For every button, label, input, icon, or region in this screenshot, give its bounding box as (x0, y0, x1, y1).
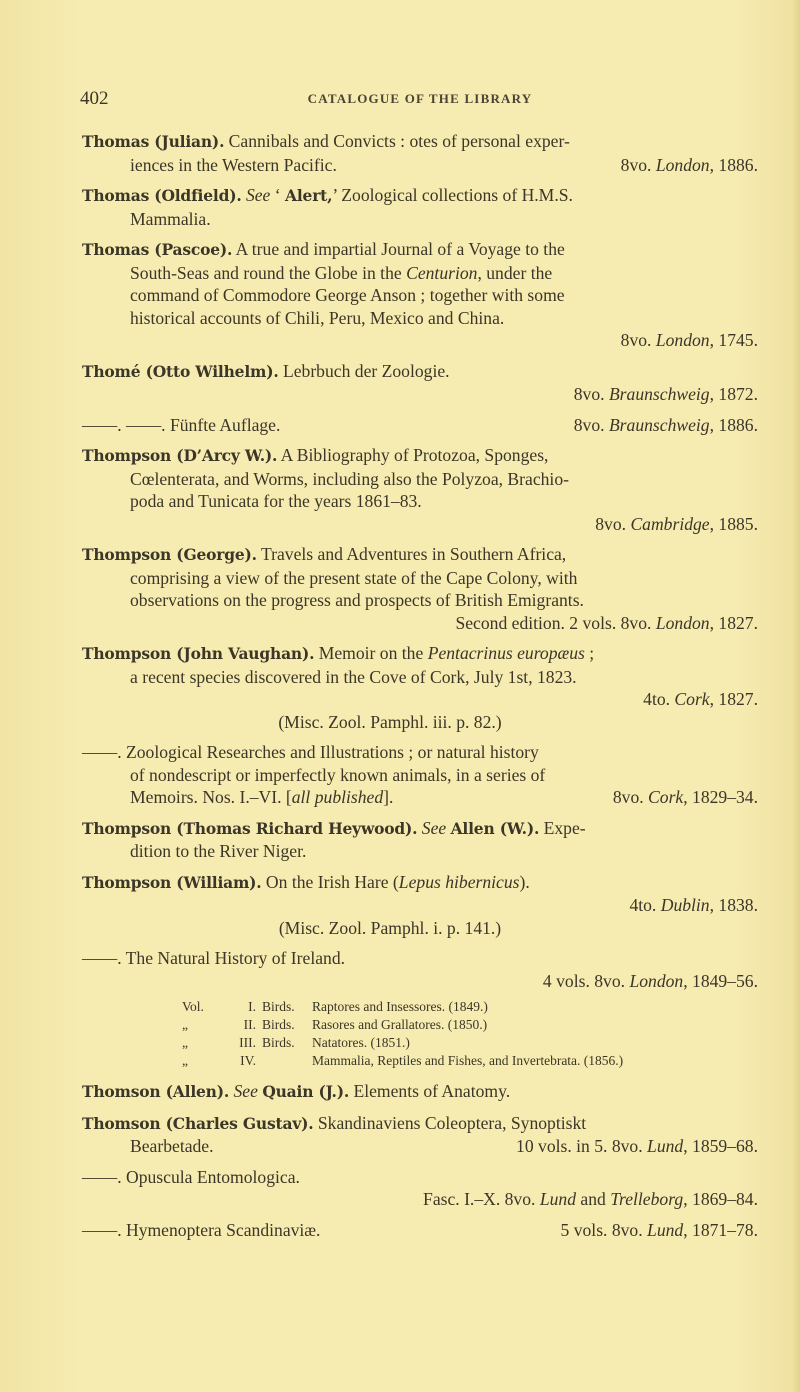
italic-text: London (655, 612, 710, 633)
catalogue-entry (82, 741, 758, 809)
entry-text: comprising a view of the present state of the Cape Colony, with (130, 567, 578, 588)
entry-text: , 1871–78. (683, 1219, 758, 1240)
entry-line (82, 947, 758, 970)
entry-text: 5 vols. 8vo. (560, 1219, 648, 1240)
entry-text: , 1886. (709, 154, 758, 175)
entry-text: Elements of Anatomy. (349, 1081, 511, 1101)
entry-text: Mammalia. (130, 208, 211, 229)
entry-text: Travels and Adventures in Southern Africa, (256, 544, 567, 564)
volume-cell: II. (243, 1017, 256, 1032)
volume-row (82, 998, 758, 1016)
entry-line (82, 468, 758, 491)
entry-line (82, 786, 758, 809)
volume-cell: Vol. (182, 999, 204, 1014)
catalogue-entry (82, 642, 758, 733)
entry-line (82, 360, 758, 384)
volume-list (82, 998, 758, 1070)
italic-text: See (245, 185, 271, 205)
entry-line (82, 642, 758, 666)
italic-text: Cambridge (630, 513, 710, 534)
volume-cell: Birds. (262, 1035, 295, 1050)
entry-line (82, 871, 758, 895)
entry-line (82, 1166, 758, 1189)
catalogue-entry (82, 1166, 758, 1211)
italic-text: London (655, 330, 710, 350)
entry-line (82, 741, 758, 764)
catalogue-entry (82, 1080, 758, 1104)
entry-text: , 1827. (709, 612, 758, 633)
entry-text: ——. Zoological Researches and Illustrations ; or natural history (82, 742, 539, 762)
volume-cell: Birds. (262, 1017, 295, 1032)
volume-cell: III. (239, 1035, 256, 1050)
catalogue-entry (82, 130, 758, 176)
entry-text: 8vo. (573, 384, 609, 404)
imprint-line (82, 970, 758, 993)
entry-text: (Misc. Zool. Pamphl. i. p. 141.) (278, 917, 502, 938)
entry-text: Memoirs. Nos. I.–VI. [ (130, 787, 292, 807)
entry-text: 8vo. (573, 414, 609, 435)
volume-cell: „ (182, 1053, 188, 1068)
entry-line (82, 414, 758, 437)
imprint-line (82, 383, 758, 406)
volume-cell: I. (248, 999, 256, 1014)
entry-text: Cannibals and Convicts : otes of personal exper- (224, 131, 570, 151)
entry-heading-text: Thompson (George). (82, 545, 257, 564)
imprint (613, 786, 758, 809)
volume-cell: Natatores. (1851.) (312, 1035, 410, 1050)
entry-text: ——. The Natural History of Ireland. (82, 948, 346, 968)
catalogue-entry (82, 1112, 758, 1158)
italic-text: Braunschweig (608, 384, 710, 404)
entry-text: dition to the River Niger. (130, 841, 307, 861)
italic-text: Lund (539, 1189, 577, 1209)
entry-heading-text: Thomson (Charles Gustav). (82, 1113, 314, 1133)
entry-text: 4to. (643, 689, 675, 709)
entry-heading-text: Alert, (285, 186, 333, 205)
entry-text: 8vo. (595, 513, 631, 534)
volume-cell: Birds. (262, 999, 295, 1014)
imprint-line (82, 894, 758, 917)
italic-text: Lund (647, 1136, 684, 1156)
entry-line (82, 1112, 758, 1136)
entry-text: , 1849–56. (683, 970, 758, 991)
entry-heading-text: Thompson (D’Arcy W.). (82, 446, 278, 465)
entry-text: iences in the Western Pacific. (130, 154, 337, 175)
italic-text: Lepus hibernicus (398, 871, 520, 892)
entry-text: , 1829–34. (683, 787, 758, 807)
italic-text: See (233, 1081, 258, 1101)
entry-text: On the Irish Hare ( (261, 871, 399, 892)
italic-text: Pentacrinus europæus (427, 643, 585, 663)
entry-heading-text: Thomson (Allen). (82, 1082, 230, 1101)
entry-text: observations on the progress and prospects of British Emigrants. (130, 590, 584, 610)
entry-line (82, 764, 758, 787)
volume-cell: IV. (240, 1053, 256, 1068)
entry-text: 8vo. (620, 330, 656, 350)
page-number: 402 (80, 88, 109, 109)
entry-line (82, 262, 758, 285)
catalogue-entry (82, 871, 758, 940)
entry-text: 10 vols. in 5. 8vo. (516, 1136, 648, 1156)
entry-heading-text: Thomas (Pascoe). (82, 240, 233, 259)
entry-heading-text: Thompson (Thomas Richard Heywood). (82, 818, 418, 838)
entry-line (82, 666, 758, 689)
entry-text: 8vo. (612, 787, 649, 807)
entry-text: 8vo. (620, 154, 656, 175)
volume-row (82, 1016, 758, 1034)
entry-line (82, 130, 758, 154)
entry-text: poda and Tunicata for the years 1861–83. (130, 491, 422, 511)
entry-text: ——. ——. Fünfte Auflage. (82, 414, 281, 435)
catalogue-entry (82, 1219, 758, 1242)
note-line (82, 917, 758, 940)
entry-text: ]. (383, 787, 394, 807)
catalogue-entry (82, 414, 758, 437)
italic-text: Dublin (660, 895, 710, 915)
italic-text: See (421, 817, 447, 838)
running-header (80, 88, 760, 112)
entry-line (82, 1135, 758, 1158)
entry-text: , 1885. (709, 513, 758, 534)
entry-text: ——. Hymenoptera Scandinaviæ. (82, 1219, 321, 1240)
entry-text: South-Seas and round the Globe in the (130, 262, 407, 283)
entry-line (82, 840, 758, 863)
imprint-line (82, 329, 758, 352)
imprint (621, 154, 758, 177)
catalogue-entry (82, 543, 758, 634)
note-line (82, 711, 758, 734)
imprint-line (82, 612, 758, 635)
entry-text: , 1872. (709, 384, 758, 404)
catalogue-entry (82, 360, 758, 406)
imprint (561, 1219, 758, 1242)
entry-line (82, 238, 758, 262)
page-edge (792, 0, 800, 1392)
imprint-line (82, 1188, 758, 1211)
volume-cell: „ (182, 1017, 188, 1032)
entry-text: a recent species discovered in the Cove of Cork, July 1st, 1823. (130, 666, 577, 687)
entry-line (82, 184, 758, 208)
italic-text: London (629, 970, 684, 991)
entry-text: , under the (477, 262, 553, 283)
entry-text: , 1827. (709, 689, 758, 709)
entry-heading-text: Thompson (John Vaughan). (82, 644, 315, 663)
italic-text: Braunschweig (608, 414, 710, 435)
italic-text: Cork (674, 689, 710, 709)
entry-heading-text: Thomas (Julian). (82, 132, 225, 151)
entry-text: , 1886. (709, 414, 758, 435)
italic-text: Cork (648, 787, 684, 807)
entry-text: ’ Zoological collections of H.M.S. (332, 185, 573, 205)
entry-text: , 1745. (709, 330, 758, 350)
entry-text: 4 vols. 8vo. (542, 970, 630, 991)
imprint-line (82, 688, 758, 711)
entry-text: , 1859–68. (683, 1136, 758, 1156)
entry-text: historical accounts of Chili, Peru, Mexico and China. (130, 307, 505, 328)
entry-text: Second edition. 2 vols. 8vo. (455, 612, 656, 633)
entry-text: 4to. (629, 895, 661, 915)
entry-text: (Misc. Zool. Pamphl. iii. p. 82.) (278, 711, 502, 732)
entry-heading-text: Quain (J.). (262, 1082, 350, 1101)
volume-row (82, 1034, 758, 1052)
catalogue-entry (82, 184, 758, 230)
entry-line (82, 154, 758, 177)
volume-cell: Raptores and Insessores. (1849.) (312, 999, 488, 1014)
entry-heading-text: Thomé (Otto Wilhelm). (82, 361, 279, 381)
entry-text: , 1838. (709, 895, 758, 915)
entry-line (82, 543, 758, 567)
imprint-line (82, 513, 758, 536)
entry-line (82, 444, 758, 468)
entry-line (82, 589, 758, 612)
entry-text: of nondescript or imperfectly known animals, in a series of (130, 764, 546, 785)
entry-line (82, 1219, 758, 1242)
italic-text: Centurion (406, 262, 478, 283)
entry-line (82, 567, 758, 590)
entry-text: Fasc. I.–X. 8vo. (423, 1189, 540, 1209)
imprint (516, 1135, 758, 1158)
entry-line (82, 307, 758, 330)
entry-text: ——. Opuscula Entomologica. (82, 1166, 300, 1187)
entry-text: ). (519, 871, 530, 892)
entry-line (82, 208, 758, 231)
imprint (574, 414, 758, 437)
italic-text: Trelleborg (610, 1189, 684, 1209)
volume-cell: Rasores and Grallatores. (1850.) (312, 1017, 488, 1032)
entry-heading-text: Thomas (Oldfield). (82, 186, 242, 205)
entry-text: Bearbetade. (130, 1136, 214, 1156)
entry-text: ‘ (270, 185, 286, 205)
entry-line (82, 490, 758, 513)
entry-text: A true and impartial Journal of a Voyage to the (232, 239, 565, 259)
entry-line (82, 284, 758, 307)
entry-text: ; (584, 643, 595, 663)
volume-row (82, 1052, 758, 1070)
volume-cell: Mammalia, Reptiles and Fishes, and Invertebrata. (1856.) (312, 1053, 624, 1068)
catalogue-entry (82, 817, 758, 863)
entry-text: Memoir on the (314, 643, 428, 663)
italic-text: Lund (647, 1219, 684, 1240)
running-title: CATALOGUE OF THE LIBRARY (307, 91, 533, 106)
entry-text: Cœlenterata, and Worms, including also the Polyzoa, Brachio- (130, 468, 569, 489)
catalogue-entry (82, 444, 758, 535)
entry-line (82, 817, 758, 841)
entry-text: Lebrbuch der Zoologie. (278, 360, 450, 381)
volume-cell: „ (182, 1035, 188, 1050)
entry-text: A Bibliography of Protozoa, Sponges, (277, 445, 549, 465)
italic-text: all published (291, 787, 384, 807)
entry-text: Skandinaviens Coleoptera, Synoptiskt (313, 1112, 587, 1133)
catalogue-entry (82, 238, 758, 352)
entry-text: , 1869–84. (683, 1189, 758, 1209)
entry-text: command of Commodore George Anson ; together with some (130, 285, 565, 305)
catalogue-entry (82, 947, 758, 1070)
catalogue-entries (82, 130, 758, 1249)
entry-line (82, 1080, 758, 1104)
entry-text: Expe- (539, 817, 586, 838)
entry-heading-text: Allen (W.). (450, 818, 540, 838)
entry-heading-text: Thompson (William). (82, 872, 262, 892)
entry-text: and (576, 1189, 611, 1209)
italic-text: London (655, 154, 710, 175)
